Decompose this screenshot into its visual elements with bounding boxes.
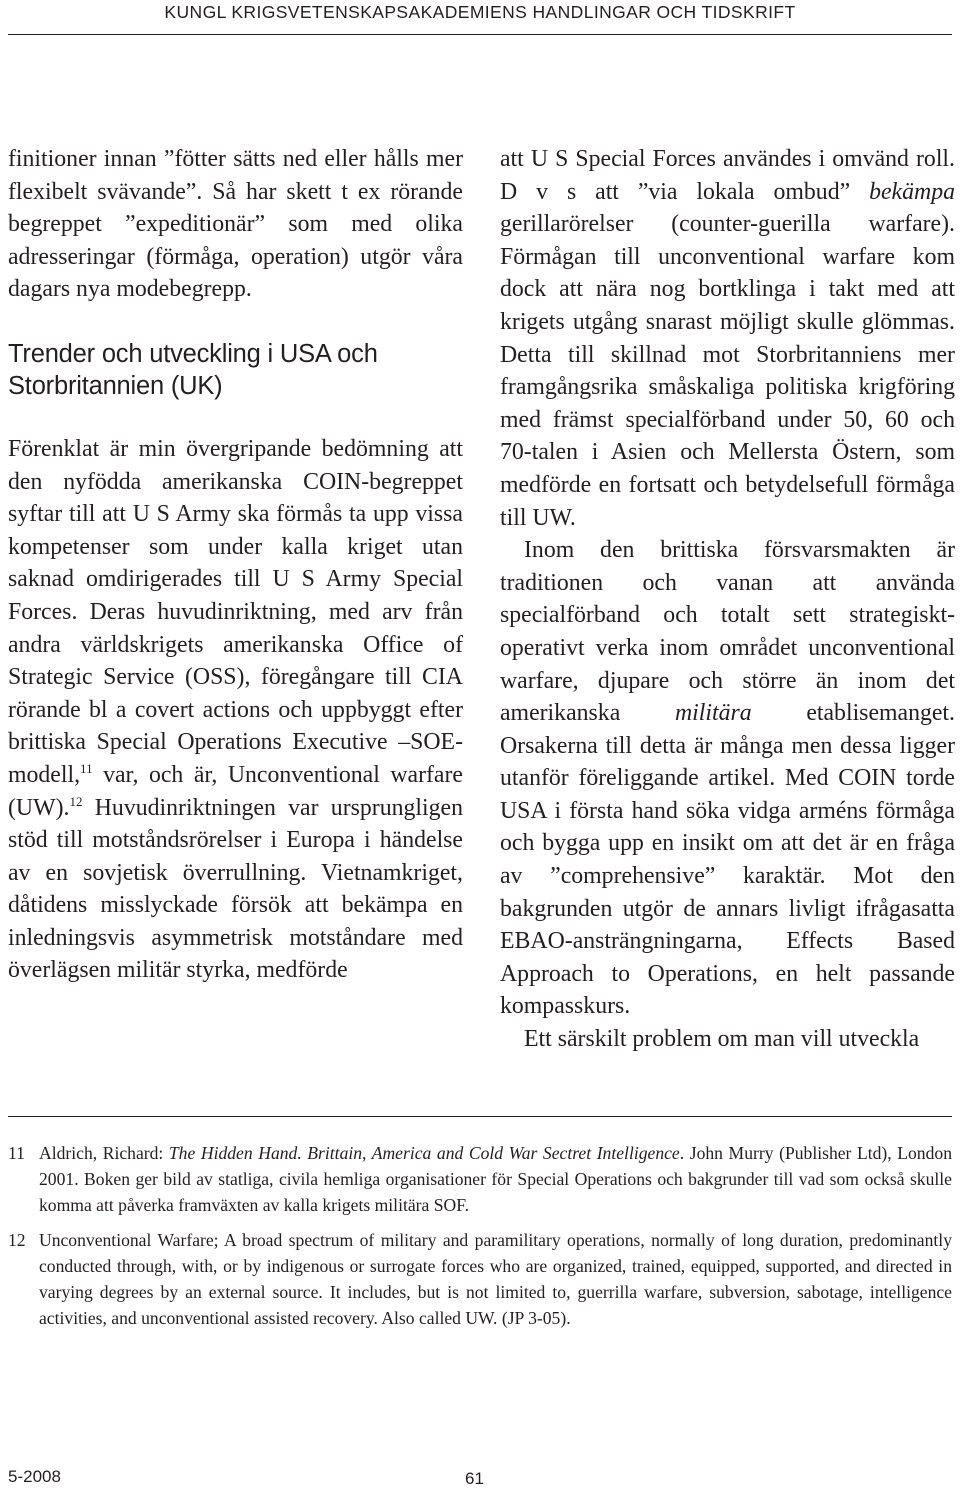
footnote-ref-11[interactable]: 11 — [80, 760, 93, 776]
footnote-text-part: Aldrich, Richard: — [39, 1143, 169, 1163]
right-column — [500, 143, 955, 1056]
journal-title: KUNGL KRIGSVETENSKAPSAKADEMIENS HANDLINGAR OCH TIDSKRIFT — [164, 2, 796, 22]
footnote-text — [39, 1140, 952, 1219]
footnote-11 — [8, 1140, 952, 1219]
cited-title: The Hidden Hand. Brittain, America and Cold War Sectret Intelligence — [168, 1143, 680, 1163]
footnote-number: 12 — [8, 1229, 26, 1250]
paragraph-text: var, och är, Unconventional warfare (UW). — [8, 761, 463, 821]
body-paragraph — [500, 534, 955, 1023]
page-number: 61 — [465, 1469, 484, 1488]
footnotes — [8, 1140, 952, 1339]
paragraph-text: etablisemanget. Orsakerna till detta är många men dessa ligger utanför föreliggande artikel. Med COIN torde USA i första hand söka vidga arméns förmåga och bygga upp en insikt om att det är en fråga av ”comprehensive” karaktär. Mot den bakgrunden utgör de annars livligt ifrågasatta EBAO-ansträngningarna, Effects Based Approach to Operations, en helt passande kompasskurs. — [500, 700, 955, 1020]
footnote-ref-12[interactable]: 12 — [69, 793, 83, 809]
running-header — [0, 0, 960, 23]
intro-paragraph: finitioner innan ”fötter sätts ned eller hålls mer flexibelt svävande”. Så har skett t ex rörande begreppet ”expeditionär” som med olika adresseringar (förmåga, operation) utgör våra dagars nya modebegrepp. — [8, 146, 463, 303]
section-heading: Trender och utveckling i USA och Storbritannien (UK) — [8, 339, 378, 400]
paragraph-text: Förenklat är min övergripande bedömning att den nyfödda amerikanska COIN-begreppet syftar till att U S Army ska förmås ta upp vissa kompetenser som under kalla kriget utan saknad omdirigerades till U S Army Special Forces. Deras huvudinriktning, med arv från andra världskrigets amerikanska Office of Strategic Service (OSS), föregångare till CIA rörande bl a covert actions och uppbyggt efter brittiska Special Operations Executive –SOE-modell, — [8, 435, 463, 788]
footnote-text: Unconventional Warfare; A broad spectrum of military and paramilitary operations, normally of long duration, predominantly conducted through, with, or by indigenous or surrogate forces who are organized, trained, equipped, supported, and directed in varying degrees by an external source. It includes, but is not limited to, guerrilla warfare, subversion, sabotage, intelligence activities, and unconventional assisted recovery. Also called UW. (JP 3-05). — [39, 1229, 952, 1329]
issue-label: 5-2008 — [8, 1467, 61, 1486]
emphasis-text: militära — [674, 700, 752, 727]
footnote-divider — [8, 1116, 952, 1117]
paragraph-text: gerillarörelser (counter-guerilla warfare). Förmågan till unconventional warfare kom dock att nära nog bortklinga i takt med att krigets utgång snarast möjligt skulle glömmas. Detta till skillnad mot Storbritanniens mer framgångsrika småskaliga politiska krigföring med främst specialförband under 50, 60 och 70-talen i Asien och Mellersta Östern, som medförde en fortsatt och betydelsefull förmåga till UW. — [500, 211, 955, 531]
header-divider — [8, 34, 952, 35]
footnote-12 — [8, 1227, 952, 1332]
body-paragraph: Ett särskilt problem om man vill utveckla — [524, 1026, 920, 1053]
footnote-text-part: . John Murry (Publisher Ltd), London 2001. Boken ger bild av statliga, civila hemliga organisationer för Special Operations och bakgrunder till vad som också skulle komma att påverka framväxten av kalla krigets militära SOF. — [39, 1143, 952, 1216]
body-paragraph — [8, 433, 463, 987]
body-paragraph — [500, 143, 955, 534]
paragraph-text: Inom den brittiska försvarsmakten är traditionen och vanan att använda specialförband och totalt sett strategiskt-operativt verka inom området unconventional warfare, djupare och större än inom det amerikanska — [500, 537, 955, 727]
paragraph-text: att U S Special Forces användes i omvänd roll. D v s att ”via lokala ombud” — [500, 146, 955, 205]
emphasis-text: bekämpa — [869, 178, 955, 205]
footnote-number: 11 — [8, 1143, 25, 1163]
paragraph-text: Huvudinriktningen var ursprungligen stöd till motståndsrörelser i Europa i händelse av en sovjetisk överrullning. Vietnamkriget, dåtidens misslyckade försök att bekämpa en inledningsvis asymmetrisk motståndare med överlägsen militär styrka, medförde — [8, 794, 463, 984]
left-column — [8, 143, 463, 987]
